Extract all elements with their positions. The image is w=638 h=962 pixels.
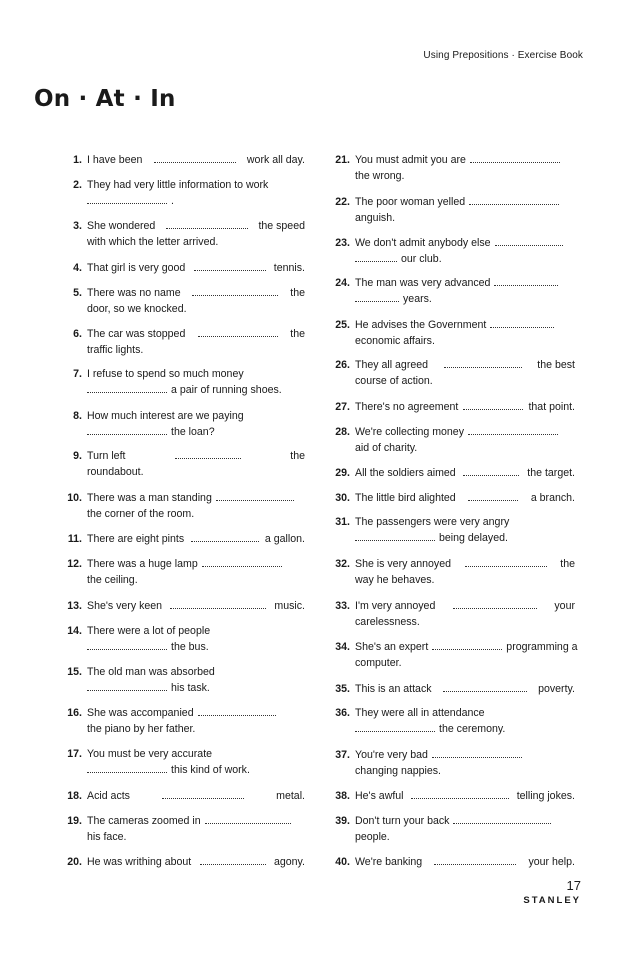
answer-blank[interactable] <box>432 640 502 650</box>
exercise-line <box>87 382 305 398</box>
sentence-text: That girl is very good <box>87 262 186 274</box>
exercise-number: 20. <box>67 856 82 868</box>
exercise-number: 14. <box>67 625 82 637</box>
answer-blank[interactable] <box>198 706 276 716</box>
sentence-text: There was a man standing <box>87 492 212 504</box>
answer-blank[interactable] <box>465 557 547 567</box>
exercise-number: 15. <box>67 666 82 678</box>
sentence-text: The cameras zoomed in <box>87 815 201 827</box>
exercise-line <box>355 235 575 251</box>
exercise-number: 28. <box>335 426 350 438</box>
exercise-sentence <box>355 747 575 779</box>
sentence-text: She was accompanied <box>87 707 194 719</box>
answer-blank[interactable] <box>191 532 259 542</box>
sentence-text: the <box>290 450 305 462</box>
answer-blank[interactable] <box>200 855 266 865</box>
answer-blank[interactable] <box>434 855 516 865</box>
sentence-text: . <box>171 195 174 207</box>
answer-blank[interactable] <box>443 682 527 692</box>
exercise-line <box>87 234 305 250</box>
sentence-text: He's awful <box>355 790 404 802</box>
sentence-text: All the soldiers aimed <box>355 467 456 479</box>
exercise-line <box>355 291 575 307</box>
exercise-number: 13. <box>67 600 82 612</box>
publisher-name: STANLEY <box>523 895 581 906</box>
sentence-text: carelessness. <box>355 616 420 628</box>
exercise-sentence <box>355 788 575 804</box>
exercise-sentence <box>87 177 305 209</box>
exercise-sentence <box>87 326 305 358</box>
exercise-line <box>87 598 305 614</box>
exercise-sentence <box>355 317 575 349</box>
exercise-sentence <box>355 639 578 671</box>
exercise-sentence <box>87 854 305 870</box>
sentence-text: I refuse to spend so much money <box>87 368 244 380</box>
sentence-text: You must admit you are <box>355 154 466 166</box>
sentence-text: They all agreed <box>355 359 429 371</box>
sentence-text: You're very bad <box>355 749 428 761</box>
exercise-line <box>355 251 575 267</box>
exercise-line <box>355 747 575 763</box>
exercise-line <box>87 490 305 506</box>
exercise-number: 33. <box>335 600 350 612</box>
sentence-text: being delayed. <box>439 532 508 544</box>
sentence-text: way he behaves. <box>355 574 435 586</box>
exercise-line <box>355 813 575 829</box>
answer-blank[interactable] <box>175 449 241 459</box>
exercise-number: 23. <box>335 237 350 249</box>
sentence-text: She wondered <box>87 220 156 232</box>
exercise-sentence <box>355 275 575 307</box>
answer-blank[interactable] <box>87 763 167 773</box>
sentence-text: this kind of work. <box>171 764 250 776</box>
exercise-line <box>355 194 575 210</box>
exercise-line <box>87 788 305 804</box>
sentence-text: metal. <box>276 790 305 802</box>
exercise-number: 8. <box>73 410 82 422</box>
answer-blank[interactable] <box>468 491 518 501</box>
sentence-text: a pair of running shoes. <box>171 384 282 396</box>
sentence-text: the ceiling. <box>87 574 138 586</box>
exercise-line <box>87 464 305 480</box>
exercise-line <box>87 746 305 762</box>
sentence-text: computer. <box>355 657 402 669</box>
exercise-number: 5. <box>73 287 82 299</box>
exercise-sentence <box>355 514 575 546</box>
exercise-number: 32. <box>335 558 350 570</box>
sentence-text: a gallon. <box>264 533 305 545</box>
exercise-number: 37. <box>335 749 350 761</box>
exercise-number: 26. <box>335 359 350 371</box>
exercise-sentence <box>87 260 305 276</box>
exercise-number: 22. <box>335 196 350 208</box>
answer-blank[interactable] <box>453 599 537 609</box>
exercise-line <box>87 721 305 737</box>
exercise-line <box>87 556 305 572</box>
exercise-number: 16. <box>67 707 82 719</box>
answer-blank[interactable] <box>202 557 282 567</box>
exercise-line <box>355 854 575 870</box>
exercise-line <box>355 681 575 697</box>
exercise-sentence <box>355 194 575 226</box>
exercise-sentence <box>355 854 575 870</box>
answer-blank[interactable] <box>198 327 278 337</box>
exercise-line <box>87 705 305 721</box>
answer-blank[interactable] <box>463 400 523 410</box>
exercise-line <box>87 829 305 845</box>
exercise-line <box>355 721 575 737</box>
exercise-sentence <box>87 556 305 588</box>
sentence-text: the ceremony. <box>439 723 506 735</box>
exercise-sentence <box>87 813 305 845</box>
sentence-text: The car was stopped <box>87 328 186 340</box>
sentence-text: We're collecting money <box>355 426 464 438</box>
sentence-text: I have been <box>87 154 143 166</box>
exercise-sentence <box>355 598 575 630</box>
sentence-text: Don't turn your back <box>355 815 450 827</box>
answer-blank[interactable] <box>494 276 558 286</box>
answer-blank[interactable] <box>192 286 278 296</box>
exercise-number: 10. <box>67 492 82 504</box>
exercise-number: 6. <box>73 328 82 340</box>
answer-blank[interactable] <box>87 194 167 204</box>
answer-blank[interactable] <box>166 219 248 229</box>
exercise-number: 7. <box>73 368 82 380</box>
answer-blank[interactable] <box>490 318 554 328</box>
exercise-sentence <box>355 357 575 389</box>
answer-blank[interactable] <box>355 531 435 541</box>
exercise-line <box>87 177 305 193</box>
sentence-text: the <box>290 328 305 340</box>
sentence-text: There's no agreement <box>355 401 459 413</box>
sentence-text: his task. <box>171 682 210 694</box>
exercise-number: 12. <box>67 558 82 570</box>
sentence-text: the corner of the room. <box>87 508 195 520</box>
sentence-text: She is very annoyed <box>355 558 451 570</box>
exercise-line <box>355 373 575 389</box>
exercise-number: 25. <box>335 319 350 331</box>
answer-blank[interactable] <box>87 425 167 435</box>
sentence-text: telling jokes. <box>516 790 575 802</box>
sentence-text: his face. <box>87 831 127 843</box>
answer-blank[interactable] <box>468 425 558 435</box>
exercise-sentence <box>355 235 575 267</box>
sentence-text: traffic lights. <box>87 344 144 356</box>
exercise-line <box>87 506 305 522</box>
exercise-line <box>355 655 575 671</box>
sentence-text: your <box>554 600 575 612</box>
answer-blank[interactable] <box>469 195 559 205</box>
answer-blank[interactable] <box>444 358 522 368</box>
exercise-sentence <box>355 705 575 737</box>
answer-blank[interactable] <box>495 236 563 246</box>
sentence-text: Turn left <box>87 450 126 462</box>
exercise-number: 18. <box>67 790 82 802</box>
exercise-sentence <box>87 598 305 614</box>
exercise-sentence <box>355 556 575 588</box>
exercise-sentence <box>87 366 305 398</box>
exercise-number: 3. <box>73 220 82 232</box>
exercise-sentence <box>87 218 305 250</box>
sentence-text: How much interest are we paying <box>87 410 244 422</box>
exercise-sentence <box>87 664 305 696</box>
exercise-sentence <box>87 408 305 440</box>
answer-blank[interactable] <box>216 491 294 501</box>
exercise-line <box>87 260 305 276</box>
exercise-line <box>355 788 575 804</box>
answer-blank[interactable] <box>87 640 167 650</box>
exercise-number: 29. <box>335 467 350 479</box>
exercise-line <box>355 614 575 630</box>
exercise-sentence <box>355 465 575 481</box>
sentence-text: There are eight pints <box>87 533 185 545</box>
exercise-line <box>87 531 305 547</box>
sentence-text: the speed <box>258 220 305 232</box>
sentence-text: the loan? <box>171 426 215 438</box>
exercise-sentence <box>87 788 305 804</box>
exercise-sentence <box>87 746 305 778</box>
sentence-text: aid of charity. <box>355 442 418 454</box>
sentence-text: There were a lot of people <box>87 625 211 637</box>
sentence-text: door, so we knocked. <box>87 303 187 315</box>
exercise-line <box>355 763 575 779</box>
exercise-line <box>87 813 305 829</box>
answer-blank[interactable] <box>432 748 522 758</box>
exercise-sentence <box>355 681 575 697</box>
exercise-line <box>355 440 575 456</box>
sentence-text: The little bird alighted <box>355 492 456 504</box>
exercise-number: 38. <box>335 790 350 802</box>
sentence-text: people. <box>355 831 390 843</box>
exercise-number: 21. <box>335 154 350 166</box>
sentence-text: There was no name <box>87 287 181 299</box>
sentence-text: I'm very annoyed <box>355 600 436 612</box>
sentence-text: programming a <box>506 641 578 653</box>
exercise-line <box>355 399 575 415</box>
exercise-line <box>355 639 578 655</box>
sentence-text: He advises the Government <box>355 319 487 331</box>
exercise-line <box>87 762 305 778</box>
exercise-number: 1. <box>73 154 82 166</box>
answer-blank[interactable] <box>154 153 236 163</box>
answer-blank[interactable] <box>463 466 519 476</box>
exercise-line <box>87 218 305 234</box>
sentence-text: music. <box>274 600 305 612</box>
sentence-text: The poor woman yelled <box>355 196 466 208</box>
exercise-line <box>355 168 575 184</box>
sentence-text: a branch. <box>530 492 575 504</box>
exercise-line <box>355 530 575 546</box>
exercise-number: 19. <box>67 815 82 827</box>
exercise-line <box>355 317 575 333</box>
sentence-text: the wrong. <box>355 170 405 182</box>
exercise-line <box>355 465 575 481</box>
exercise-sentence <box>355 399 575 415</box>
exercise-number: 36. <box>335 707 350 719</box>
sentence-text: the target. <box>527 467 575 479</box>
exercise-sentence <box>87 448 305 480</box>
sentence-text: She's an expert <box>355 641 429 653</box>
exercise-number: 40. <box>335 856 350 868</box>
sentence-text: She's very keen <box>87 600 163 612</box>
answer-blank[interactable] <box>355 292 399 302</box>
exercise-number: 34. <box>335 641 350 653</box>
answer-blank[interactable] <box>194 261 266 271</box>
exercise-number: 30. <box>335 492 350 504</box>
exercise-line <box>87 342 305 358</box>
exercise-sentence <box>355 424 575 456</box>
sentence-text: agony. <box>273 856 305 868</box>
exercise-line <box>87 366 305 382</box>
sentence-text: economic affairs. <box>355 335 435 347</box>
sentence-text: We don't admit anybody else <box>355 237 491 249</box>
exercise-line <box>87 623 305 639</box>
sentence-text: There was a huge lamp <box>87 558 198 570</box>
answer-blank[interactable] <box>355 722 435 732</box>
sentence-text: work all day. <box>246 154 305 166</box>
exercise-line <box>355 333 575 349</box>
sentence-text: years. <box>403 293 432 305</box>
answer-blank[interactable] <box>87 681 167 691</box>
exercise-sentence <box>355 152 575 184</box>
sentence-text: changing nappies. <box>355 765 441 777</box>
sentence-text: poverty. <box>538 683 575 695</box>
sentence-text: You must be very accurate <box>87 748 213 760</box>
exercise-sentence <box>87 490 305 522</box>
answer-blank[interactable] <box>162 789 244 799</box>
exercise-number: 27. <box>335 401 350 413</box>
exercise-sentence <box>87 152 305 168</box>
page-number: 17 <box>566 878 581 893</box>
exercise-line <box>355 556 575 572</box>
sentence-text: with which the letter arrived. <box>87 236 219 248</box>
exercise-number: 4. <box>73 262 82 274</box>
answer-blank[interactable] <box>355 252 397 262</box>
exercise-line <box>355 514 575 530</box>
exercise-sentence <box>355 813 575 845</box>
page-title: On · At · In <box>34 86 176 112</box>
exercise-line <box>87 193 305 209</box>
exercise-number: 24. <box>335 277 350 289</box>
exercise-line <box>355 829 575 845</box>
exercise-line <box>355 210 575 226</box>
sentence-text: The passengers were very angry <box>355 516 510 528</box>
answer-blank[interactable] <box>170 599 266 609</box>
exercise-line <box>87 639 305 655</box>
sentence-text: We're banking <box>355 856 423 868</box>
sentence-text: the <box>290 287 305 299</box>
sentence-text: your help. <box>528 856 575 868</box>
exercise-line <box>87 301 305 317</box>
exercise-line <box>87 408 305 424</box>
sentence-text: The old man was absorbed <box>87 666 215 678</box>
exercise-number: 35. <box>335 683 350 695</box>
exercise-line <box>87 448 305 464</box>
exercise-line <box>355 275 575 291</box>
sentence-text: course of action. <box>355 375 433 387</box>
exercise-line <box>87 664 305 680</box>
exercise-line <box>87 572 305 588</box>
sentence-text: the piano by her father. <box>87 723 196 735</box>
answer-blank[interactable] <box>470 153 560 163</box>
exercise-line <box>87 854 305 870</box>
exercise-line <box>87 326 305 342</box>
exercise-line <box>87 152 305 168</box>
sentence-text: our club. <box>401 253 442 265</box>
answer-blank[interactable] <box>205 814 291 824</box>
exercise-line <box>355 424 575 440</box>
exercise-line <box>355 152 575 168</box>
exercise-line <box>87 680 305 696</box>
exercise-sentence <box>355 490 575 506</box>
exercise-line <box>355 490 575 506</box>
sentence-text: They had very little information to work <box>87 179 269 191</box>
sentence-text: roundabout. <box>87 466 144 478</box>
sentence-text: He was writhing about <box>87 856 192 868</box>
exercise-number: 31. <box>335 516 350 528</box>
exercise-sentence <box>87 623 305 655</box>
exercise-number: 2. <box>73 179 82 191</box>
exercise-number: 9. <box>73 450 82 462</box>
exercise-line <box>355 705 575 721</box>
exercise-number: 11. <box>67 533 82 545</box>
sentence-text: the <box>560 558 575 570</box>
exercise-line <box>355 572 575 588</box>
answer-blank[interactable] <box>87 383 167 393</box>
exercise-number: 39. <box>335 815 350 827</box>
answer-blank[interactable] <box>453 814 551 824</box>
exercise-line <box>87 285 305 301</box>
exercise-number: 17. <box>67 748 82 760</box>
sentence-text: the bus. <box>171 641 209 653</box>
sentence-text: The man was very advanced <box>355 277 491 289</box>
sentence-text: Acid acts <box>87 790 130 802</box>
exercise-line <box>355 357 575 373</box>
answer-blank[interactable] <box>411 789 509 799</box>
running-header: Using Prepositions · Exercise Book <box>423 50 583 61</box>
sentence-text: tennis. <box>273 262 305 274</box>
exercise-sentence <box>87 531 305 547</box>
sentence-text: anguish. <box>355 212 396 224</box>
sentence-text: the best <box>537 359 575 371</box>
exercise-line <box>355 598 575 614</box>
sentence-text: They were all in attendance <box>355 707 485 719</box>
exercise-sentence <box>87 285 305 317</box>
sentence-text: that point. <box>528 401 575 413</box>
exercise-line <box>87 424 305 440</box>
sentence-text: This is an attack <box>355 683 432 695</box>
exercise-sentence <box>87 705 305 737</box>
